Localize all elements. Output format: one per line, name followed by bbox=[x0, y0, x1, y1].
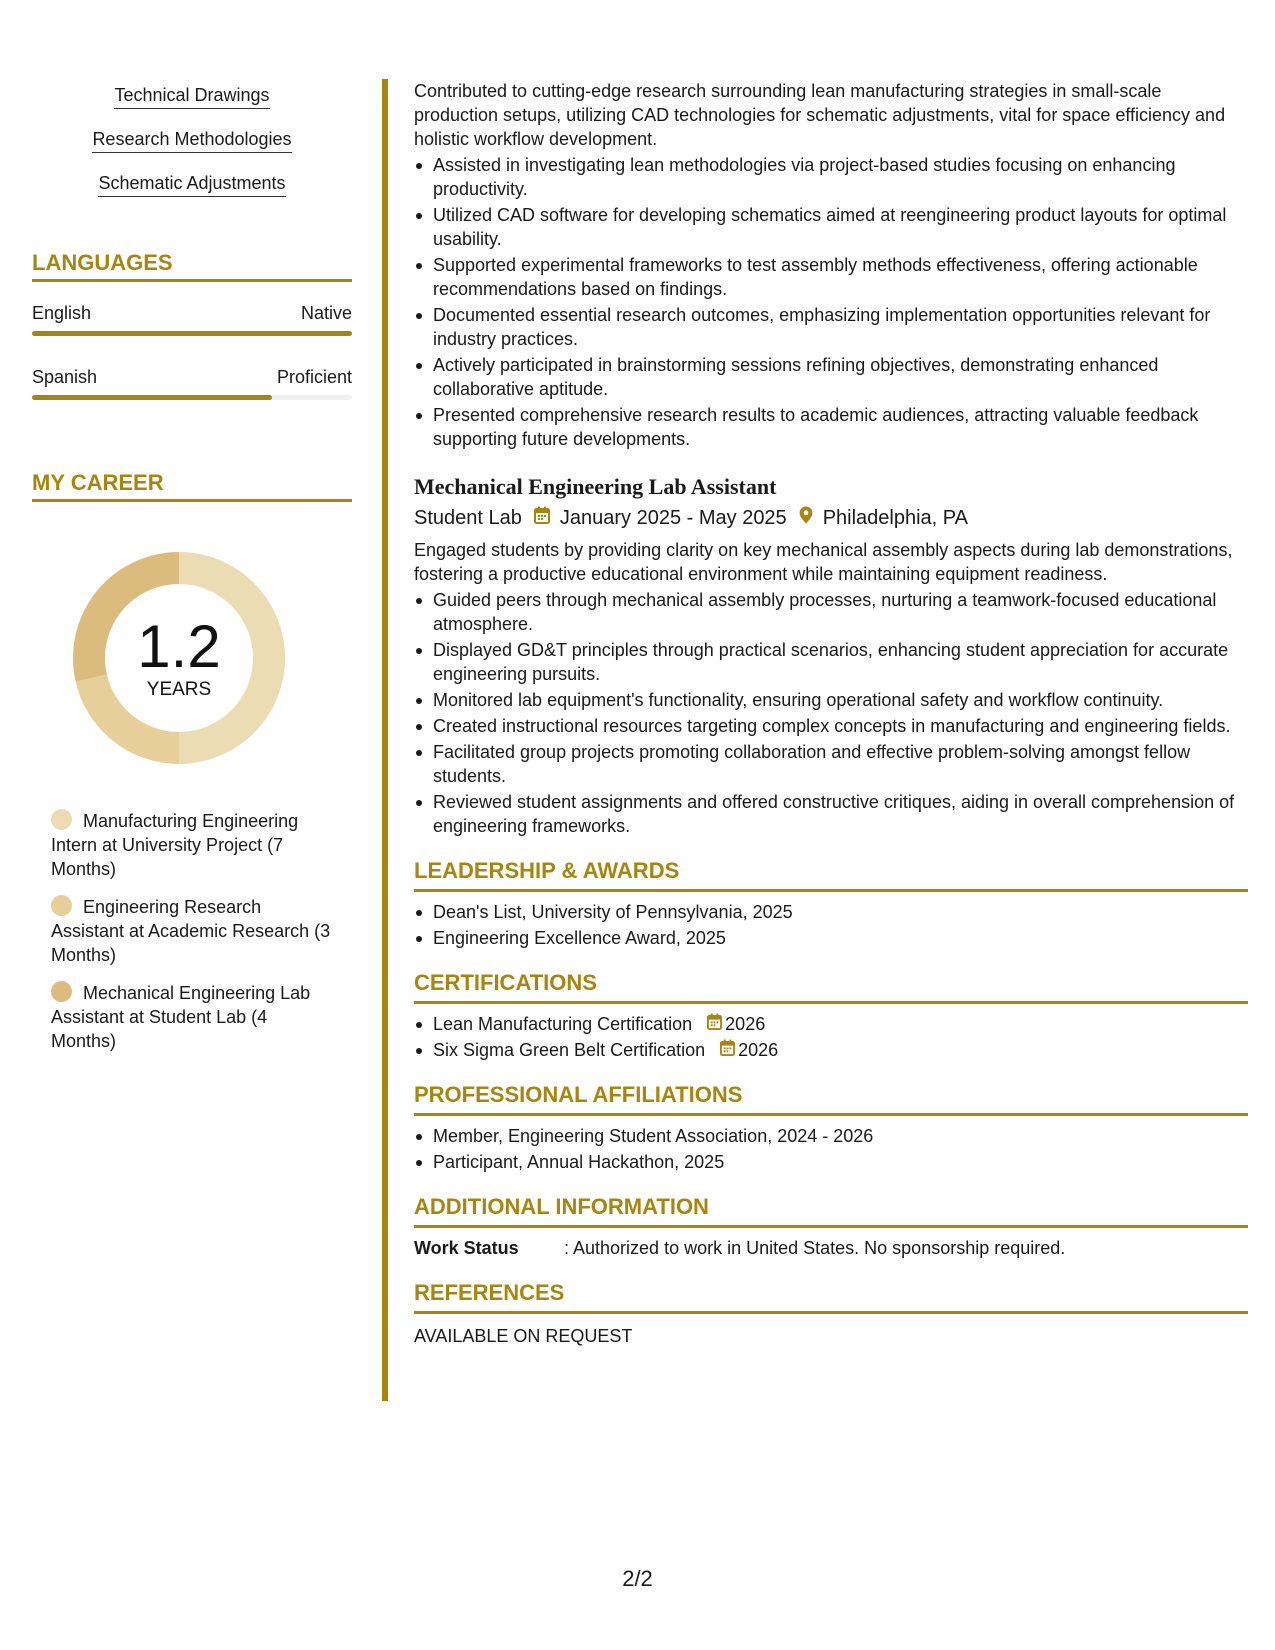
languages-heading: LANGUAGES bbox=[32, 250, 352, 282]
list-item: Guided peers through mechanical assembly processes, nurturing a teamwork-focused educational atmosphere. bbox=[414, 588, 1248, 636]
career-donut-chart bbox=[64, 543, 294, 773]
career-legend bbox=[51, 809, 331, 1053]
work-status-value: : Authorized to work in United States. No sponsorship required. bbox=[564, 1238, 1066, 1258]
certifications-heading: CERTIFICATIONS bbox=[414, 970, 1248, 1004]
job-location: Philadelphia, PA bbox=[822, 507, 968, 529]
list-item: Reviewed student assignments and offered constructive critiques, aiding in overall comprehension of engineering frameworks. bbox=[414, 790, 1248, 838]
language-bar-fill bbox=[32, 331, 352, 336]
skill-tag: Technical Drawings bbox=[114, 84, 269, 109]
legend-dot bbox=[51, 809, 72, 830]
career-legend-label: Manufacturing Engineering Intern at University Project (7 Months) bbox=[51, 811, 299, 879]
job-company: Student Lab bbox=[414, 507, 522, 529]
map-pin-icon bbox=[799, 504, 813, 532]
references-heading: REFERENCES bbox=[414, 1280, 1248, 1314]
legend-dot bbox=[51, 981, 72, 1002]
list-item: Utilized CAD software for developing schematics aimed at reengineering product layouts for optimal usability. bbox=[414, 203, 1248, 251]
career-total: 1.2 bbox=[137, 612, 221, 680]
list-item bbox=[414, 1038, 1248, 1062]
column-divider bbox=[382, 79, 388, 1401]
career-legend-item bbox=[51, 981, 331, 1053]
intro-bullets bbox=[414, 153, 1248, 451]
cert-year: 2026 bbox=[738, 1040, 779, 1060]
skill-tag: Schematic Adjustments bbox=[98, 172, 285, 197]
affiliations-heading: PROFESSIONAL AFFILIATIONS bbox=[414, 1082, 1248, 1116]
work-status-label: Work Status bbox=[414, 1238, 519, 1258]
career-heading: MY CAREER bbox=[32, 470, 352, 502]
list-item: Participant, Annual Hackathon, 2025 bbox=[414, 1150, 1248, 1174]
legend-dot bbox=[51, 895, 72, 916]
list-item: Supported experimental frameworks to test assembly methods effectiveness, offering actionable recommendations based on findings. bbox=[414, 253, 1248, 301]
calendar-icon bbox=[534, 504, 550, 532]
awards-heading: LEADERSHIP & AWARDS bbox=[414, 858, 1248, 892]
references-text: AVAILABLE ON REQUEST bbox=[414, 1326, 633, 1346]
skills-list bbox=[32, 84, 352, 216]
intro-paragraph: Contributed to cutting-edge research surrounding lean manufacturing strategies in small-scale production setups, utilizing CAD technologies for schematic adjustments, vital for space efficiency and holistic workflow development. bbox=[414, 81, 1226, 149]
language-level: Proficient bbox=[276, 367, 352, 387]
page-number: 2/2 bbox=[622, 1566, 653, 1591]
language-name: Spanish bbox=[32, 367, 98, 387]
list-item: Facilitated group projects promoting collaboration and effective problem-solving amongst fellow students. bbox=[414, 740, 1248, 788]
career-legend-item bbox=[51, 895, 331, 967]
main-content bbox=[414, 79, 1248, 1348]
career-legend-label: Engineering Research Assistant at Academic Research (3 Months) bbox=[51, 897, 331, 965]
cert-name: Lean Manufacturing Certification bbox=[433, 1014, 693, 1034]
work-status-row bbox=[414, 1236, 1248, 1260]
list-item bbox=[414, 1012, 1248, 1036]
cert-year: 2026 bbox=[725, 1014, 766, 1034]
certifications-list bbox=[414, 1012, 1248, 1062]
language-bar bbox=[32, 331, 352, 336]
career-legend-item bbox=[51, 809, 331, 881]
language-item bbox=[32, 366, 352, 400]
language-item bbox=[32, 302, 352, 336]
list-item: Dean's List, University of Pennsylvania, 2025 bbox=[414, 900, 1248, 924]
language-bar-fill bbox=[32, 395, 272, 400]
additional-info-heading: ADDITIONAL INFORMATION bbox=[414, 1194, 1248, 1228]
cert-name: Six Sigma Green Belt Certification bbox=[433, 1040, 706, 1060]
list-item: Created instructional resources targeting complex concepts in manufacturing and engineering fields. bbox=[414, 714, 1248, 738]
awards-list bbox=[414, 900, 1248, 950]
language-level: Native bbox=[300, 303, 352, 323]
career-legend-label: Mechanical Engineering Lab Assistant at Student Lab (4 Months) bbox=[51, 983, 311, 1051]
job-dates: January 2025 - May 2025 bbox=[559, 507, 787, 529]
sidebar bbox=[32, 84, 352, 1067]
list-item: Presented comprehensive research results to academic audiences, attracting valuable feedback supporting future developments. bbox=[414, 403, 1248, 451]
affiliations-list bbox=[414, 1124, 1248, 1174]
list-item: Engineering Excellence Award, 2025 bbox=[414, 926, 1248, 950]
job-bullets bbox=[414, 588, 1248, 838]
calendar-icon bbox=[720, 1038, 738, 1062]
list-item: Documented essential research outcomes, emphasizing implementation opportunities relevant for industry practices. bbox=[414, 303, 1248, 351]
list-item: Assisted in investigating lean methodologies via project-based studies focusing on enhancing productivity. bbox=[414, 153, 1248, 201]
list-item: Displayed GD&T principles through practical scenarios, enhancing student appreciation for accurate engineering pursuits. bbox=[414, 638, 1248, 686]
list-item: Actively participated in brainstorming sessions refining objectives, demonstrating enhanced collaborative aptitude. bbox=[414, 353, 1248, 401]
language-name: English bbox=[32, 303, 92, 323]
job-title: Mechanical Engineering Lab Assistant bbox=[414, 474, 777, 499]
list-item: Monitored lab equipment's functionality, ensuring operational safety and workflow continuity. bbox=[414, 688, 1248, 712]
career-unit: YEARS bbox=[146, 678, 212, 700]
calendar-icon bbox=[707, 1012, 725, 1036]
list-item: Member, Engineering Student Association, 2024 - 2026 bbox=[414, 1124, 1248, 1148]
job-summary: Engaged students by providing clarity on key mechanical assembly aspects during lab demonstrations, fostering a productive educational environment while maintaining equipment readiness. bbox=[414, 540, 1233, 584]
language-bar bbox=[32, 395, 352, 400]
skill-tag: Research Methodologies bbox=[92, 128, 291, 153]
job-meta bbox=[414, 504, 1248, 532]
